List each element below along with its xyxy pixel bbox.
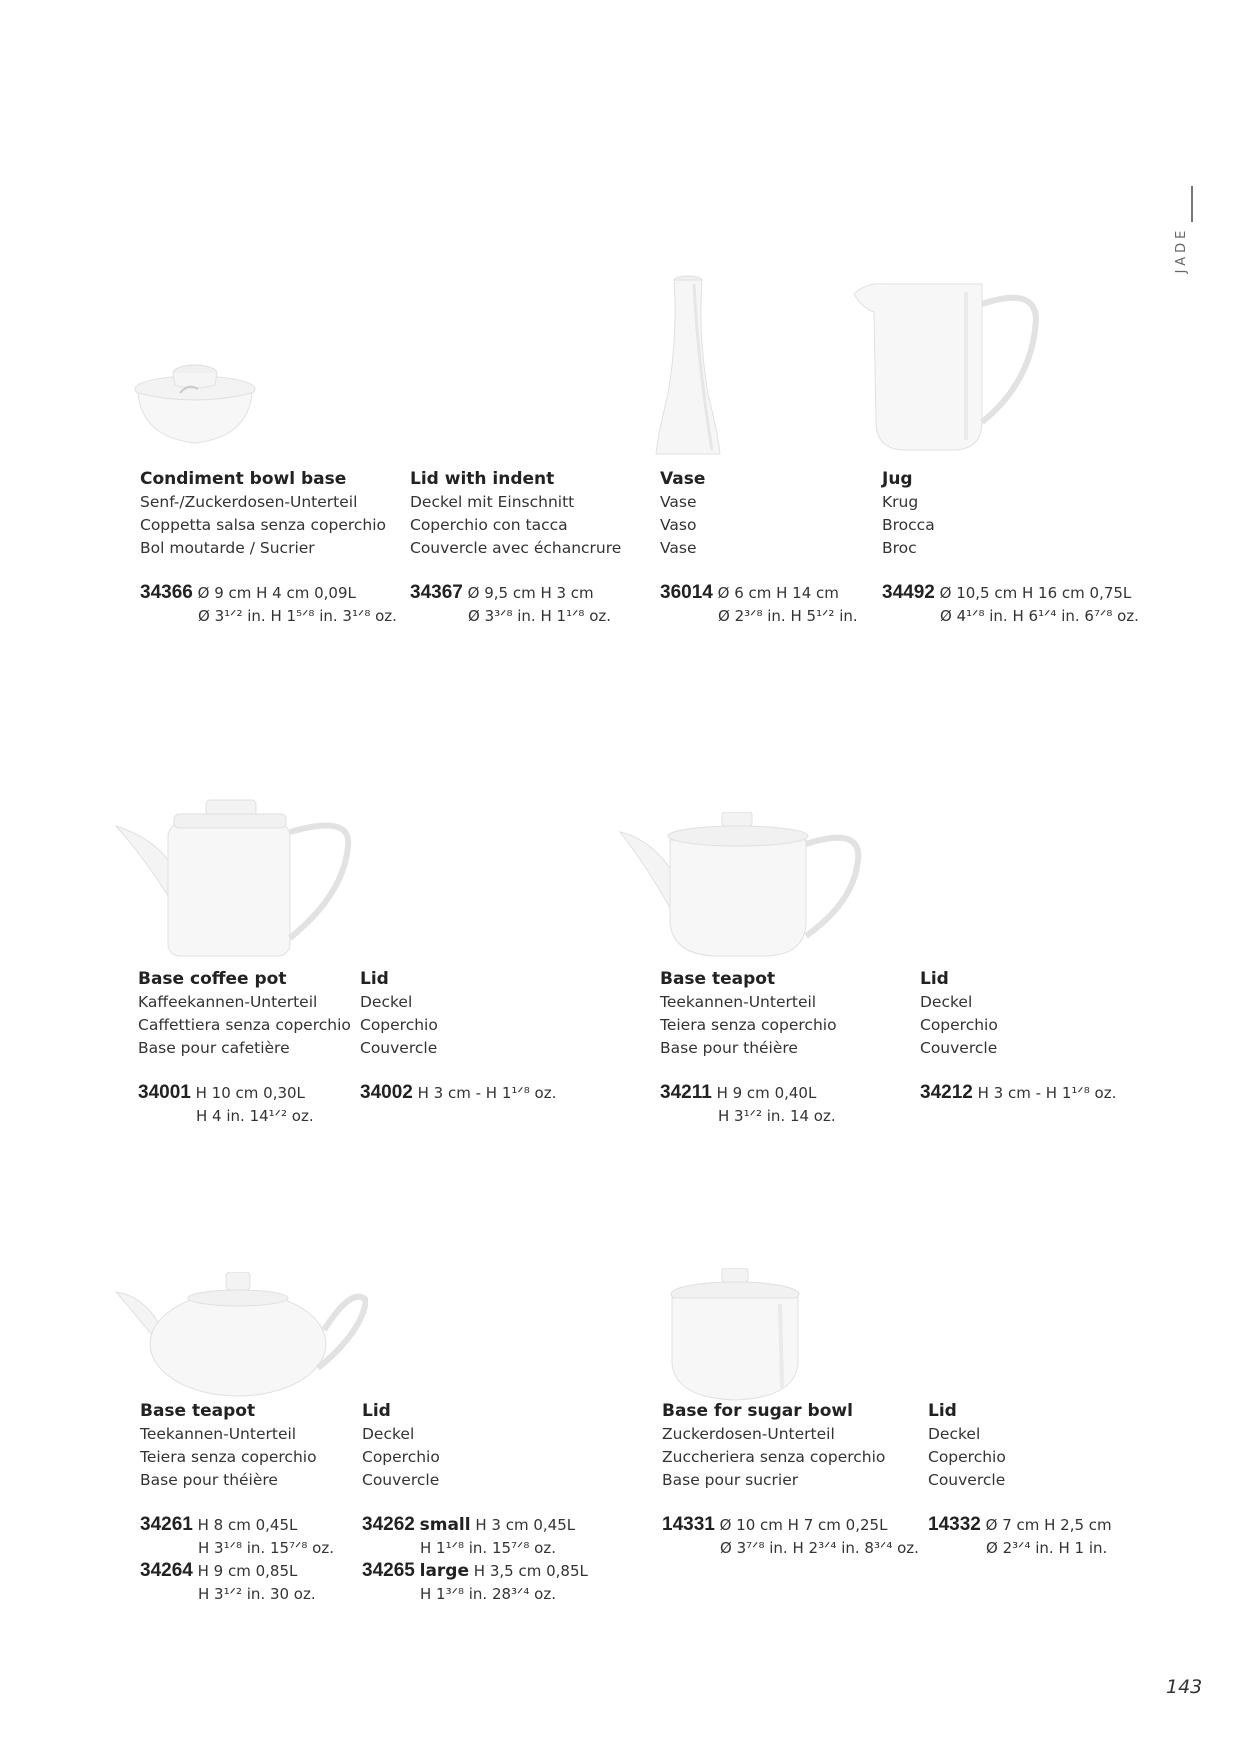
product-name-de: Senf-/Zuckerdosen-Unterteil bbox=[140, 493, 358, 511]
product-title: Lid bbox=[920, 969, 949, 989]
product-title: Lid bbox=[362, 1401, 391, 1421]
metric-dimensions: H 8 cm 0,45L bbox=[197, 1516, 298, 1534]
teapot-round-image bbox=[112, 1272, 368, 1400]
metric-dimensions: Ø 6 cm H 14 cm bbox=[717, 584, 839, 602]
metric-dimensions: Ø 10 cm H 7 cm 0,25L bbox=[719, 1516, 888, 1534]
product-block bbox=[138, 968, 351, 1060]
page-number: 143 bbox=[1166, 1676, 1203, 1698]
product-title: Lid with indent bbox=[410, 469, 555, 489]
article-code: 34261 bbox=[140, 1514, 193, 1535]
product-name-fr: Broc bbox=[882, 539, 917, 557]
imperial-dimensions: Ø 4¹ᐟ⁸ in. H 6¹ᐟ⁴ in. 6⁷ᐟ⁸ oz. bbox=[940, 607, 1139, 625]
metric-dimensions: H 3 cm 0,45L bbox=[475, 1516, 576, 1534]
product-block bbox=[928, 1400, 1006, 1492]
product-spec bbox=[362, 1559, 588, 1606]
product-title: Condiment bowl base bbox=[140, 469, 347, 489]
product-name-fr: Couvercle bbox=[928, 1471, 1006, 1489]
article-code: 34265 bbox=[362, 1560, 415, 1581]
imperial-dimensions: Ø 2³ᐟ⁴ in. H 1 in. bbox=[986, 1539, 1108, 1557]
product-name-de: Deckel bbox=[928, 1425, 981, 1443]
article-code: 36014 bbox=[660, 582, 713, 603]
product-title: Base teapot bbox=[140, 1401, 256, 1421]
condiment-bowl-image bbox=[128, 355, 262, 455]
imperial-dimensions: Ø 3¹ᐟ² in. H 1⁵ᐟ⁸ in. 3¹ᐟ⁸ oz. bbox=[198, 607, 397, 625]
product-spec bbox=[410, 581, 611, 628]
product-name-it: Teiera senza coperchio bbox=[660, 1016, 837, 1034]
product-name-de: Krug bbox=[882, 493, 919, 511]
product-name-it: Coperchio bbox=[362, 1448, 440, 1466]
tab-divider bbox=[1191, 186, 1193, 222]
product-block bbox=[362, 1400, 440, 1492]
product-name-fr: Bol moutarde / Sucrier bbox=[140, 539, 315, 557]
product-spec bbox=[138, 1081, 314, 1128]
article-code: 34212 bbox=[920, 1082, 973, 1103]
product-name-de: Deckel bbox=[360, 993, 413, 1011]
article-code: 34367 bbox=[410, 582, 463, 603]
product-name-fr: Base pour théière bbox=[660, 1039, 798, 1057]
size-label: large bbox=[419, 1561, 470, 1581]
product-name-fr: Base pour cafetière bbox=[138, 1039, 290, 1057]
product-name-it: Coperchio bbox=[360, 1016, 438, 1034]
product-name-it: Coperchio con tacca bbox=[410, 516, 568, 534]
product-name-de: Teekannen-Unterteil bbox=[140, 1425, 297, 1443]
product-spec bbox=[140, 1513, 334, 1560]
metric-dimensions: Ø 7 cm H 2,5 cm bbox=[985, 1516, 1112, 1534]
product-block bbox=[660, 968, 837, 1060]
product-block bbox=[662, 1400, 885, 1492]
product-name-it: Zuccheriera senza coperchio bbox=[662, 1448, 886, 1466]
product-title: Base teapot bbox=[660, 969, 776, 989]
product-spec bbox=[362, 1513, 575, 1560]
article-code: 34264 bbox=[140, 1560, 193, 1581]
product-spec bbox=[660, 1081, 836, 1128]
coffee-pot-image bbox=[112, 798, 354, 958]
product-spec bbox=[140, 1559, 316, 1606]
metric-dimensions: H 3,5 cm 0,85L bbox=[473, 1562, 588, 1580]
product-block bbox=[360, 968, 438, 1060]
article-code: 34262 bbox=[362, 1514, 415, 1535]
product-name-de: Zuckerdosen-Unterteil bbox=[662, 1425, 835, 1443]
imperial-dimensions: H 3¹ᐟ² in. 14 oz. bbox=[718, 1107, 836, 1125]
imperial-dimensions: Ø 3³ᐟ⁸ in. H 1¹ᐟ⁸ oz. bbox=[468, 607, 612, 625]
imperial-dimensions: H 3¹ᐟ² in. 30 oz. bbox=[198, 1585, 316, 1603]
article-code: 14332 bbox=[928, 1514, 981, 1535]
product-block bbox=[660, 468, 705, 560]
product-name-it: Brocca bbox=[882, 516, 935, 534]
product-spec bbox=[882, 581, 1139, 628]
product-name-fr: Couvercle bbox=[920, 1039, 998, 1057]
article-code: 34002 bbox=[360, 1082, 413, 1103]
product-name-de: Deckel bbox=[920, 993, 973, 1011]
product-name-fr: Base pour sucrier bbox=[662, 1471, 799, 1489]
size-label: small bbox=[419, 1515, 471, 1535]
product-name-de: Vase bbox=[660, 493, 697, 511]
imperial-dimensions: H 1³ᐟ⁸ in. 28³ᐟ⁴ oz. bbox=[420, 1585, 556, 1603]
product-name-it: Coperchio bbox=[928, 1448, 1006, 1466]
vase-image bbox=[648, 274, 728, 460]
product-title: Vase bbox=[660, 469, 706, 489]
product-name-it: Caffettiera senza coperchio bbox=[138, 1016, 351, 1034]
imperial-dimensions: H 4 in. 14¹ᐟ² oz. bbox=[196, 1107, 314, 1125]
metric-dimensions: Ø 9 cm H 4 cm 0,09L bbox=[197, 584, 356, 602]
imperial-dimensions: Ø 3⁷ᐟ⁸ in. H 2³ᐟ⁴ in. 8³ᐟ⁴ oz. bbox=[720, 1539, 919, 1557]
product-title: Jug bbox=[882, 469, 913, 489]
metric-dimensions: Ø 10,5 cm H 16 cm 0,75L bbox=[939, 584, 1132, 602]
product-name-de: Teekannen-Unterteil bbox=[660, 993, 817, 1011]
section-tab-label: JADE bbox=[1174, 226, 1189, 274]
article-code: 34366 bbox=[140, 582, 193, 603]
product-title: Lid bbox=[360, 969, 389, 989]
imperial-dimensions: H 3¹ᐟ⁸ in. 15⁷ᐟ⁸ oz. bbox=[198, 1539, 334, 1557]
imperial-dimensions: Ø 2³ᐟ⁸ in. H 5¹ᐟ² in. bbox=[718, 607, 858, 625]
article-code: 34492 bbox=[882, 582, 935, 603]
product-spec bbox=[662, 1513, 919, 1560]
product-name-it: Teiera senza coperchio bbox=[140, 1448, 317, 1466]
product-title: Lid bbox=[928, 1401, 957, 1421]
article-code: 14331 bbox=[662, 1514, 715, 1535]
product-name-fr: Couvercle bbox=[362, 1471, 440, 1489]
product-name-de: Kaffeekannen-Unterteil bbox=[138, 993, 318, 1011]
metric-dimensions: H 10 cm 0,30L bbox=[195, 1084, 305, 1102]
product-block bbox=[920, 968, 998, 1060]
teapot-straight-image bbox=[618, 812, 862, 958]
product-name-fr: Couvercle bbox=[360, 1039, 438, 1057]
product-block bbox=[140, 468, 386, 560]
metric-dimensions: H 3 cm - H 1¹ᐟ⁸ oz. bbox=[977, 1084, 1117, 1102]
product-name-it: Coperchio bbox=[920, 1016, 998, 1034]
product-name-it: Vaso bbox=[660, 516, 697, 534]
product-name-de: Deckel bbox=[362, 1425, 415, 1443]
product-name-fr: Base pour théière bbox=[140, 1471, 278, 1489]
product-spec bbox=[140, 581, 397, 628]
product-spec bbox=[660, 581, 858, 628]
article-code: 34211 bbox=[660, 1082, 712, 1103]
sugar-bowl-image bbox=[664, 1268, 806, 1404]
product-name-de: Deckel mit Einschnitt bbox=[410, 493, 575, 511]
metric-dimensions: H 9 cm 0,85L bbox=[197, 1562, 298, 1580]
product-title: Base coffee pot bbox=[138, 969, 287, 989]
section-tab bbox=[1150, 186, 1196, 274]
metric-dimensions: H 9 cm 0,40L bbox=[716, 1084, 817, 1102]
product-spec bbox=[928, 1513, 1112, 1560]
article-code: 34001 bbox=[138, 1082, 191, 1103]
product-block bbox=[410, 468, 621, 560]
product-name-fr: Couvercle avec échancrure bbox=[410, 539, 622, 557]
imperial-dimensions: H 1¹ᐟ⁸ in. 15⁷ᐟ⁸ oz. bbox=[420, 1539, 556, 1557]
jug-image bbox=[846, 272, 1042, 462]
product-block bbox=[140, 1400, 317, 1492]
metric-dimensions: Ø 9,5 cm H 3 cm bbox=[467, 584, 594, 602]
product-title: Base for sugar bowl bbox=[662, 1401, 853, 1421]
product-block bbox=[882, 468, 935, 560]
product-name-fr: Vase bbox=[660, 539, 697, 557]
metric-dimensions: H 3 cm - H 1¹ᐟ⁸ oz. bbox=[417, 1084, 557, 1102]
product-name-it: Coppetta salsa senza coperchio bbox=[140, 516, 387, 534]
product-spec bbox=[920, 1081, 1116, 1105]
product-spec bbox=[360, 1081, 556, 1105]
